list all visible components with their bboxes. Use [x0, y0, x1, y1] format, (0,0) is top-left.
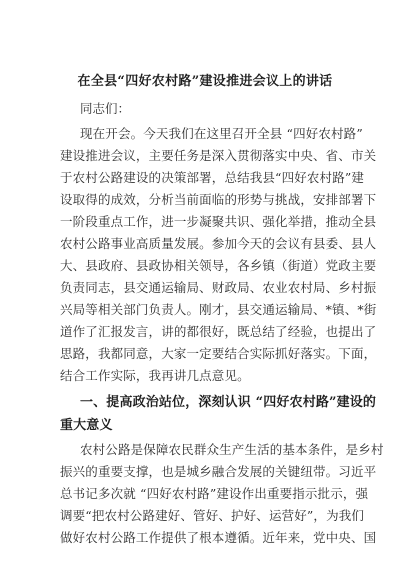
paragraph2-line: 农村公路是保障农民群众生产生活的基本条件，是乡村 [80, 442, 384, 457]
paragraph1-line: 建设推进会议，主要任务是深入贯彻落实中央、省、市关 [60, 148, 377, 163]
paragraph1-line: 道作了汇报发言，讲的都很好，既总结了经验，也提出了 [60, 324, 377, 339]
paragraph1-line: 设取得的成效，分析当前面临的形势与挑战，安排部署下 [60, 192, 377, 207]
section-heading: 一、提高政治站位，深刻认识 “四好农村路”建设的 [80, 395, 377, 410]
paragraph2-line: 调要“把农村公路建好、管好、护好、运营好”，为我们 [60, 508, 365, 523]
paragraph1-line: 大、县政府、县政协相关领导，各乡镇（街道）党政主要 [60, 258, 377, 273]
paragraph2-line: 振兴的重要支撑，也是城乡融合发展的关键纽带。习近平 [60, 464, 377, 479]
paragraph1-line: 于农村公路建设的决策部署，总结我县“四好农村路”建 [60, 170, 365, 185]
paragraph1-line: 一阶段重点工作，进一步凝聚共识、强化举措，推动全县 [60, 214, 377, 229]
paragraph1-line: 负责同志，县交通运输局、财政局、农业农村局、乡村振 [60, 280, 377, 295]
document-title: 在全县“四好农村路”建设推进会议上的讲话 [77, 74, 333, 89]
paragraph1-line: 兴局等相关部门负责人。刚才，县交通运输局、*镇、*街 [60, 302, 377, 317]
section-heading: 重大意义 [60, 418, 113, 433]
paragraph1-line: 思路，我都同意，大家一定要结合实际抓好落实。下面， [60, 346, 377, 361]
salutation: 同志们： [80, 101, 131, 116]
paragraph1-line: 结合工作实际，我再讲几点意见。 [60, 368, 250, 383]
paragraph2-line: 总书记多次就 “四好农村路”建设作出重要指示批示，强 [60, 486, 369, 501]
paragraph1-line: 现在开会。今天我们在这里召开全县 “四好农村路” [80, 126, 363, 141]
paragraph1-line: 农村公路事业高质量发展。参加今天的会议有县委、县人 [60, 236, 377, 251]
paragraph2-line: 做好农村公路工作提供了根本遵循。近年来，党中央、国 [60, 530, 377, 545]
